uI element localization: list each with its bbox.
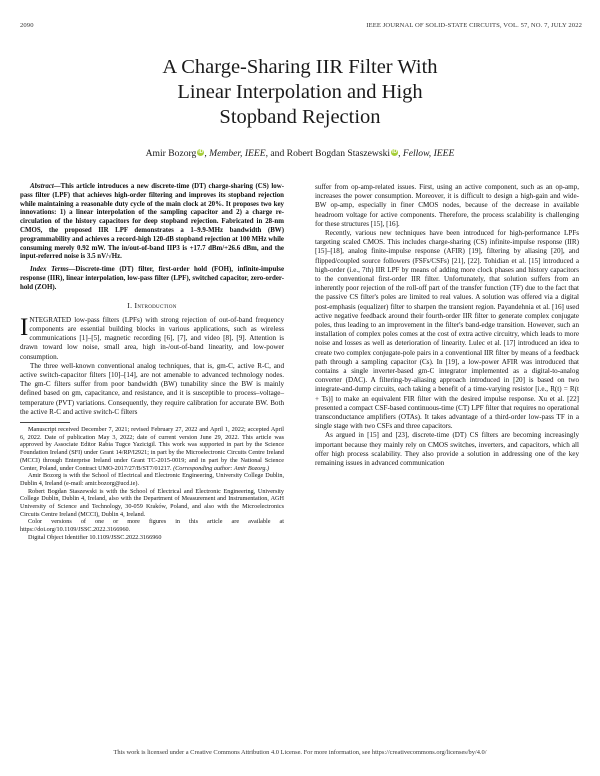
footnote-divider bbox=[20, 422, 70, 423]
orcid-icon[interactable]: iD bbox=[392, 149, 398, 155]
abstract bbox=[20, 183, 284, 262]
running-header: IEEE JOURNAL OF SOLID-STATE CIRCUITS, VOL. 57, NO. 7, JULY 2022 bbox=[366, 22, 582, 29]
right-paragraph-1: suffer from op-amp-related issues. First, using an active component, such as an op-amp, increases the power consumption. Moreover, it is difficult to design a high-gain and wide-BW op-amp, especially in finer CMOS nodes, because of the decrease in available headroom voltage for active components. Therefore, the process scalability is challenging for these structures [15], [16]. bbox=[315, 183, 579, 228]
intro-paragraph-1-text: NTEGRATED low-pass filters (LPFs) with strong rejection of out-of-band frequency components are essential building blocks in various applications, such as wireless communications [1]–[5], magnetic recording [6], [7], and video [8], [9]. Attention is drawn toward low noise, small area, high in-/out-of-band linearity, and low-power consumption. bbox=[20, 315, 284, 361]
author-name-1: Amir Bozorg bbox=[145, 148, 197, 159]
title-line-2: Linear Interpolation and High bbox=[177, 81, 423, 103]
abstract-text: This article introduces a new discrete-time (DT) charge-sharing (CS) low-pass filter (LPF) that achieves high-order filtering and improves its stopband rejection while maintaining a reasonable duty cycle of the main clock at 20%. It proposes two key innovations: 1) a linear interpolation of the sampling capacitor and 2) a charge re-circulation of the history capacitors for deep stopband rejection. Fabricated in 28-nm CMOS, the proposed IIR LPF demonstrates a 1–9.9-MHz bandwidth (BW) programmability and achieves a record-high 120-dB stopband rejection at 100 MHz while consuming merely 0.92 mW. The in/out-of-band IIP3 is +17.7 dBm/+26.6 dBm, and the input-referred noise is 3.5 nV/√Hz. bbox=[20, 183, 284, 261]
section-heading bbox=[20, 301, 284, 310]
section-number: I. bbox=[127, 300, 133, 310]
right-paragraph-3: As argued in [15] and [23], discrete-time (DT) CS filters are becoming increasingly important because they mainly rely on CMOS switches, inverters, and capacitors, which all offer high process scalability. They also provide a solution in addressing one of the key remaining issues in advanced communication bbox=[315, 431, 579, 468]
corresponding-author: (Corresponding author: Amir Bozorg.) bbox=[173, 464, 270, 472]
footnote-author-2: Robert Bogdan Staszewski is with the School of Electrical and Electronic Engineering, University College Dublin, Dublin 4, Ireland, also with the Department of Measurement and Instrumentation, AGH University of Science and Technology, 30-059 Kraków, Poland, and also with the Microelectronics Circuits Centre Ireland (MCCI), Dublin 4, Ireland. bbox=[20, 487, 284, 518]
author-line: Amir Bozorg iD, Member, IEEE, and Robert Bogdan Staszewski iD, Fellow, IEEE bbox=[145, 148, 455, 159]
intro-paragraph-1 bbox=[20, 313, 284, 362]
orcid-icon[interactable]: iD bbox=[198, 149, 204, 155]
footnote-manuscript: Manuscript received December 7, 2021; revised February 27, 2022 and April 1, 2022; accepted April 6, 2022. Date of publication May 3, 2022; date of current version June 29, 2022. This article was approved by Associate Editor Rabia Tugce Yazicigil. This work was supported in part by the Science Foundation Ireland (SFI) under Grant 14/RP/I2921; in part by the Microelectronic Circuits Centre Ireland (MCCI) through Enterprise Ireland under Grant TC-2015-0019; and in part by the National Science Center, Poland, under Contract UMO-2017/27/B/ST7/01217. (Corresponding author: Amir Bozorg.) bbox=[20, 426, 284, 472]
page-number: 2090 bbox=[20, 22, 34, 29]
license-footer[interactable]: This work is licensed under a Creative Commons Attribution 4.0 License. For more information, see https://creativecommons.org/licenses/by/4.0/ bbox=[113, 749, 487, 756]
title-line-3: Stopband Rejection bbox=[219, 106, 381, 128]
author-name-2: and Robert Bogdan Staszewski bbox=[270, 148, 391, 159]
left-column bbox=[20, 183, 284, 542]
right-column bbox=[315, 183, 579, 468]
drop-cap: I bbox=[20, 313, 29, 341]
footnote-color[interactable]: Color versions of one or more figures in this article are available at https://doi.org/10.1109/JSSC.2022.3166960. bbox=[20, 518, 284, 534]
index-terms bbox=[20, 266, 284, 292]
abstract-label: Abstract— bbox=[30, 183, 61, 190]
index-terms-label: Index Terms— bbox=[30, 266, 76, 274]
section-title: Introduction bbox=[134, 300, 177, 310]
author-role-2: Fellow, IEEE bbox=[402, 148, 455, 159]
title-line-1: A Charge-Sharing IIR Filter With bbox=[162, 56, 438, 78]
index-terms-text: Discrete-time (DT) filter, first-order hold (FOH), infinite-impulse response (IIR), linear interpolation, low-pass filter (LPF), switched capacitor, zero-order-hold (ZOH). bbox=[20, 266, 285, 291]
paper-title bbox=[0, 55, 600, 130]
footnote-author-1: Amir Bozorg is with the School of Electrical and Electronic Engineering, University College Dublin, Dublin 4, Ireland (e-mail: amir.bozorg@ucd.ie). bbox=[20, 472, 284, 487]
intro-paragraph-2: The three well-known conventional analog techniques, that is, gm-C, active R-C, and active switch-capacitor filters [10]–[14], are not amenable to advanced technology nodes. The gm-C filters suffer from poor bandwidth (BW) tunability since the BW is mainly defined based on gm, capacitance, and resistance, and it is susceptible to process–voltage–temperature (PVT) variations. Consequently, they require calibration for accurate BW. Both the active R-C and active switch-C filters bbox=[20, 361, 284, 416]
right-paragraph-2: Recently, various new techniques have been introduced for high-performance LPFs targeting scaled CMOS. This includes charge-sharing (CS) infinite-impulse response (IIR) [15]–[18], analog finite-impulse response (AFIR) [19], filtering by aliasing [20], and flipped/coupled source followers (FSFs/CSFs) [21], [22]. Tohidian et al. [15] introduced a high-order (i.e., 7th) IIR LPF by means of adding more clock phases and history capacitors to the conventional first-order IIR filter. Unfortunately, that solution suffers from an inherently poor rejection of the roll-off part of the transfer function (TF) due to the fact that the passive CS filter's poles are limited to real values. A solution was offered via a digital post-emphasis (equalizer) filter to sharpen the transient region. Payandehnia et al. [16] used active negative feedback around their fourth-order IIR filter to generate complex conjugate poles, thus leading to an improvement in the filter's band-edge transition. However, such an installation of complex poles comes at the cost of extra active circuitry, which leads to more noise and losses as well as deterioration of linearity. Lulec et al. [17] introduced an idea to create two complex conjugate-pole pairs in a conventional IIR filter by means of a feedback path through a sampling capacitor (Cs). In [19], a low-power AFIR was introduced that contains a single inverter-based gm-C integrator implemented as a digital-to-analog converter (DAC). A filtering-by-aliasing approach introduced in [20] is based on two integrate-and-dump circuits, each taking a benefit of a time-varying resistor [i.e., R(t) = R(t + Ts)] to make an equivalent FIR filter with the desired impulse response. Xu et al. [22] presented a compact CSF-based continuous-time (CT) LPF filter that requires no operational transconductance amplifiers (OTAs). It takes advantage of a third-order low-pass TF in a single stage with two CSFs and three capacitors. bbox=[315, 229, 579, 431]
footnote-doi: Digital Object Identifier 10.1109/JSSC.2022.3166960 bbox=[28, 533, 162, 541]
author-role-1: Member, IEEE, bbox=[209, 148, 269, 159]
